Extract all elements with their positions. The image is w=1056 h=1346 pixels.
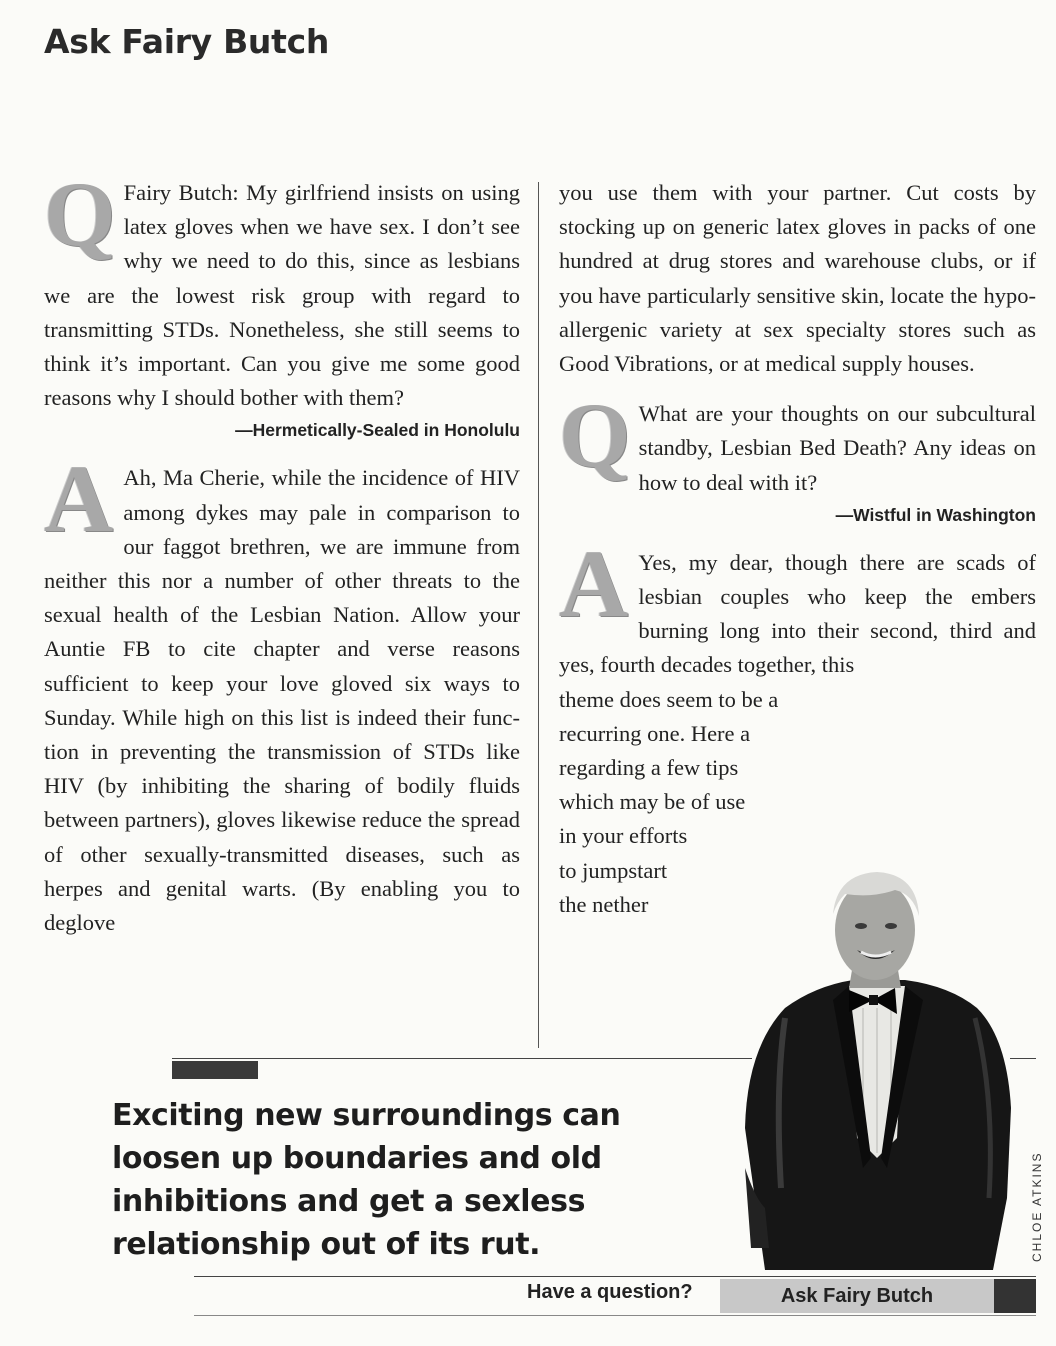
question-2-text: What are your thoughts on our subcultural standby, Lesbian Bed Death? Any ideas on how to deal with it? — [638, 401, 1036, 495]
signature-2: —Wistful in Washington — [835, 504, 1036, 525]
question-1 — [44, 163, 520, 415]
pullquote-rule — [172, 1058, 752, 1059]
pullquote: Exciting new surroundings can loosen up boundaries and old inhibitions and get a sexless relationship out of its rut. — [112, 1098, 621, 1262]
footer-column-label — [720, 1279, 994, 1313]
column-divider — [538, 182, 539, 1048]
answer-2-text: Yes, my dear, though there are scads of lesbian couples who keep the embers burning long into their second, third and yes, fourth decades together, this — [559, 549, 1036, 678]
dropcap-a: A — [44, 445, 114, 553]
footer-column-label-text: Ask Fairy Butch — [780, 1284, 934, 1307]
answer-1 — [44, 445, 520, 940]
question-1-text: Fairy Butch: My girlfriend insists on using latex gloves when we have sex. I don’t see why we need to do this, since as lesbians we are the lowest risk group with regard to transmitting STDs. Nonetheless, she still seems to think it’s important. Can you give me some good reasons why I should bother with them? — [44, 180, 520, 411]
footer-dark-block — [994, 1279, 1036, 1313]
question-2 — [559, 384, 1036, 500]
footer-rule-bottom — [194, 1315, 1036, 1316]
answer-1-text: Ah, Ma Cherie, while the incidence of HIV among dykes may pale in comparison to our faggot brethren, we are immune from neither this nor a number of other threats to the sexual health of the Lesbian Nation. Allow your Auntie FB to cite chapter and verse reasons sufficient to keep your love gloved six ways to Sunday. While high on this list is indeed their function in preventing the transmission of STDs like HIV (by inhibiting the sharing of bodily fluids between partners), gloves likewise reduce the spread of other sexually-transmitted diseases, such as herpes and genital warts. (By enabling you to deglove — [44, 465, 520, 936]
footer-question: Have a question? — [527, 1281, 693, 1303]
author-photo — [745, 868, 1013, 1270]
signature-1: —Hermetically-Sealed in Honolulu — [235, 420, 520, 441]
dropcap-a: A — [559, 529, 629, 637]
page-title: Ask Fairy Butch — [44, 22, 330, 61]
narrow-line: the nether — [559, 891, 649, 917]
pullquote-bar — [172, 1061, 258, 1079]
photo-credit: CHLOE ATKINS — [1030, 1151, 1044, 1262]
dropcap-q: Q — [44, 163, 116, 265]
dropcap-q: Q — [559, 384, 631, 487]
left-column — [44, 163, 520, 940]
answer-2 — [559, 529, 1036, 683]
right-column — [559, 176, 1036, 922]
narrow-line: theme does seem to be a — [559, 686, 779, 712]
narrow-line: regarding a few tips — [559, 755, 739, 781]
narrow-line: which may be of use — [559, 789, 746, 815]
pullquote-rule-right — [1010, 1058, 1036, 1059]
footer-rule — [194, 1276, 1036, 1277]
narrow-line: recurring one. Here a — [559, 720, 751, 746]
narrow-line: in your efforts — [559, 823, 688, 849]
answer-1-continued: you use them with your partner. Cut costs by stocking up on generic latex gloves in packs of one hundred at drug stores and warehouse clubs, or if you have particularly sensitive skin, locate the hypo-allergenic variety at sex specialty stores such as Good Vibrations, or at medical supply houses. — [559, 180, 1036, 377]
narrow-line: to jumpstart — [559, 857, 668, 883]
